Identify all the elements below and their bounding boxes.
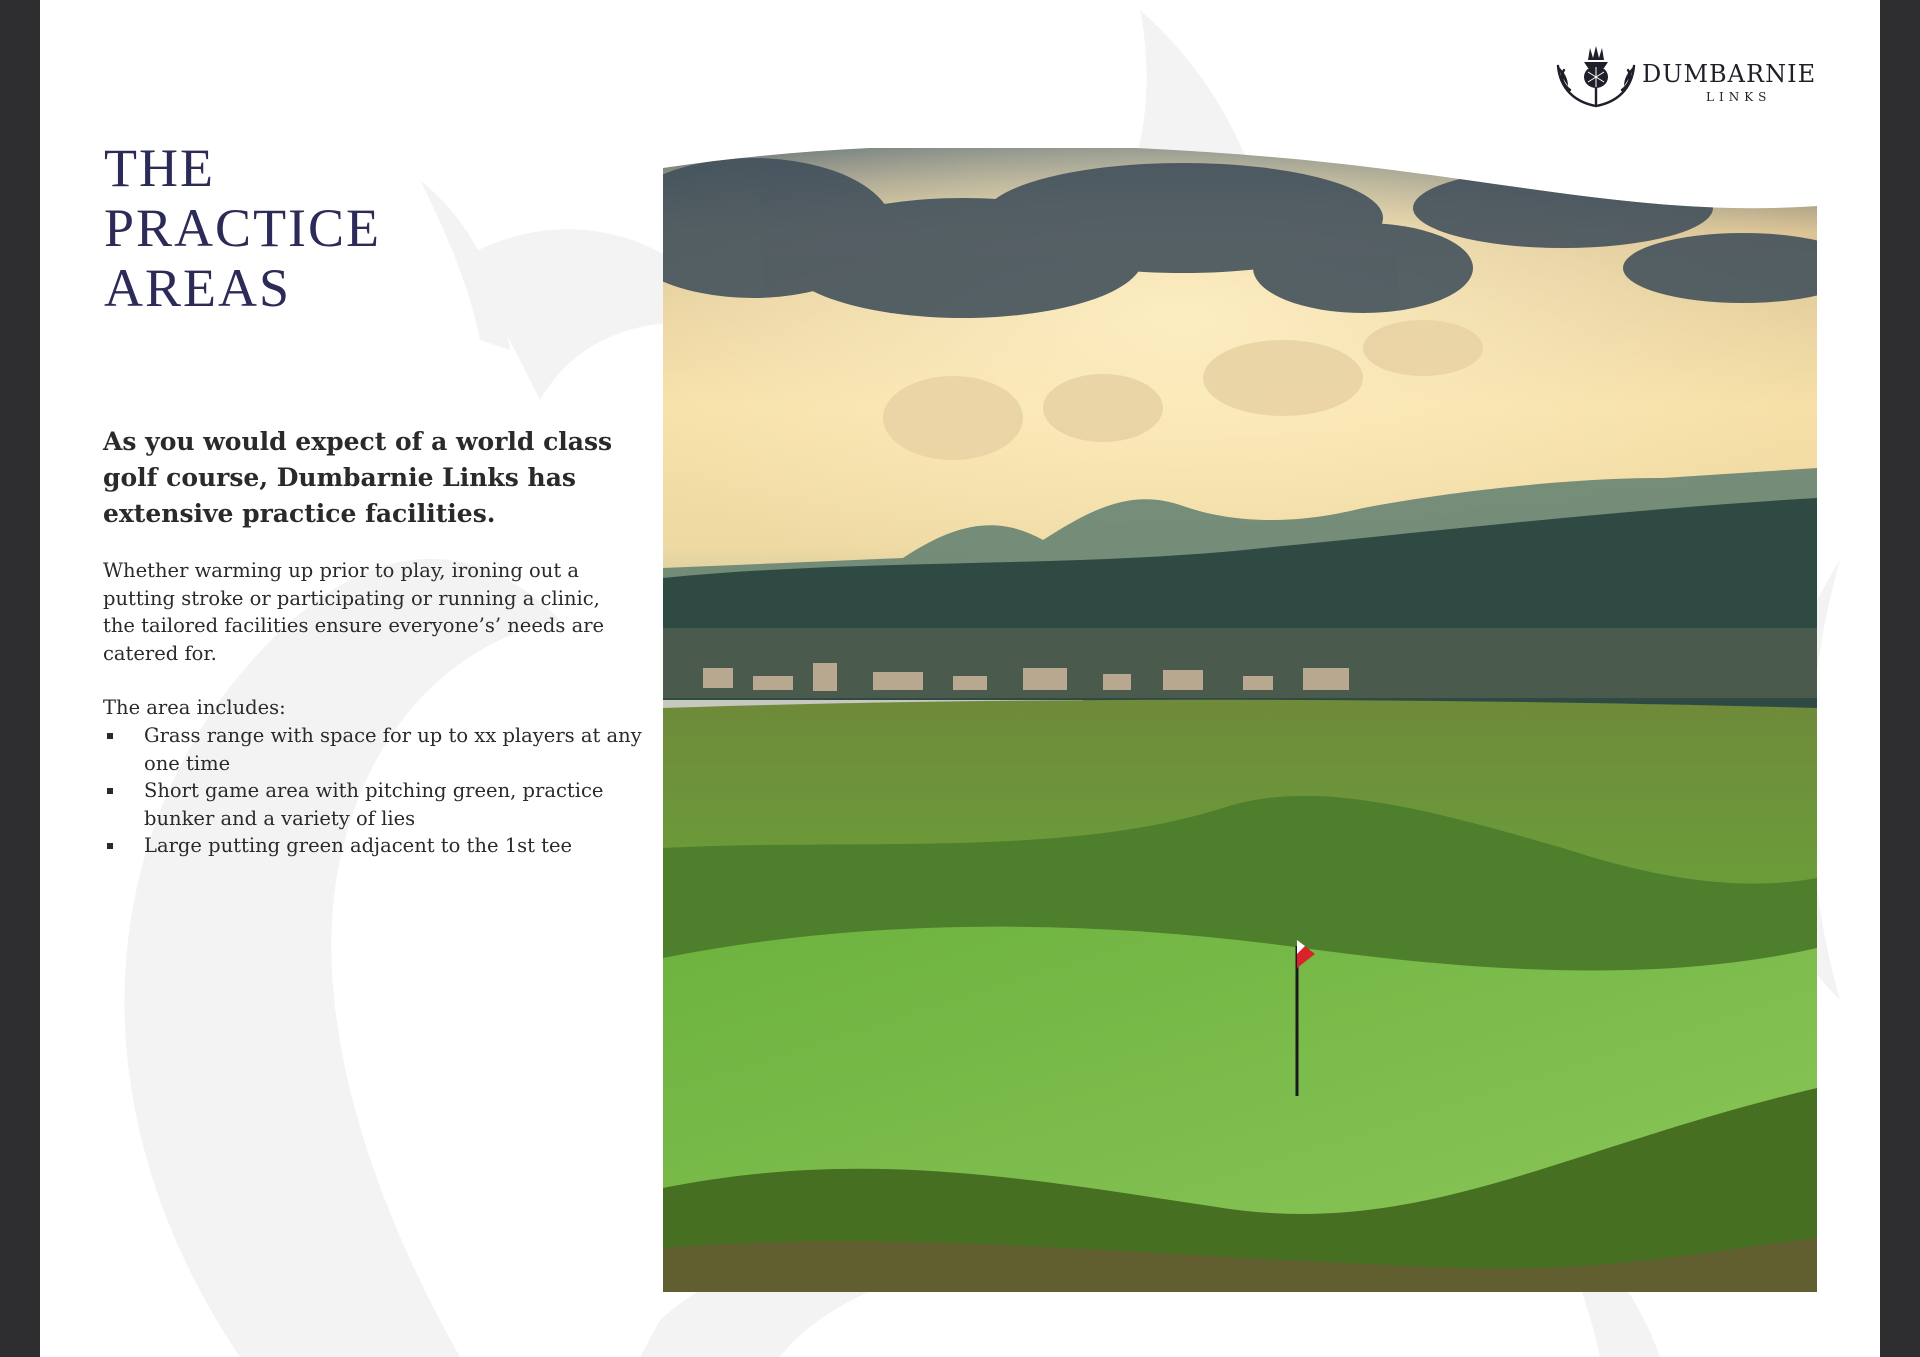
- logo-wordmark: DUMBARNIE: [1642, 60, 1817, 88]
- dumbarnie-logo: [1554, 44, 1834, 114]
- bullet-icon: [107, 843, 113, 849]
- page-border-left: [0, 0, 40, 1357]
- includes-intro: The area includes:: [103, 696, 286, 719]
- list-item-text: Large putting green adjacent to the 1st tee: [144, 834, 573, 857]
- list-item-text: Grass range with space for up to xx players at any one time: [144, 724, 642, 775]
- list-item: [103, 832, 663, 860]
- golf-course-photo: [663, 148, 1817, 1292]
- title-line: PRACTICE: [104, 198, 382, 258]
- thistle-icon: [1554, 44, 1638, 110]
- list-item: [103, 777, 663, 832]
- title-line: AREAS: [104, 258, 292, 318]
- list-item-text: Short game area with pitching green, practice bunker and a variety of lies: [144, 779, 604, 830]
- lead-paragraph: As you would expect of a world class golf course, Dumbarnie Links has extensive practice facilities.: [103, 427, 613, 528]
- page-title: [104, 138, 524, 318]
- body-paragraph: Whether warming up prior to play, ironing out a putting stroke or participating or running a clinic, the tailored facilities ensure everyone’s’ needs are catered for.: [103, 559, 605, 665]
- logo-subtitle: LINKS: [1706, 90, 1772, 104]
- features-list: [103, 722, 663, 860]
- brochure-page: [40, 0, 1880, 1357]
- list-item: [103, 722, 663, 777]
- bullet-icon: [107, 788, 113, 794]
- page-border-right: [1880, 0, 1920, 1357]
- title-line: THE: [104, 138, 215, 198]
- bullet-icon: [107, 733, 113, 739]
